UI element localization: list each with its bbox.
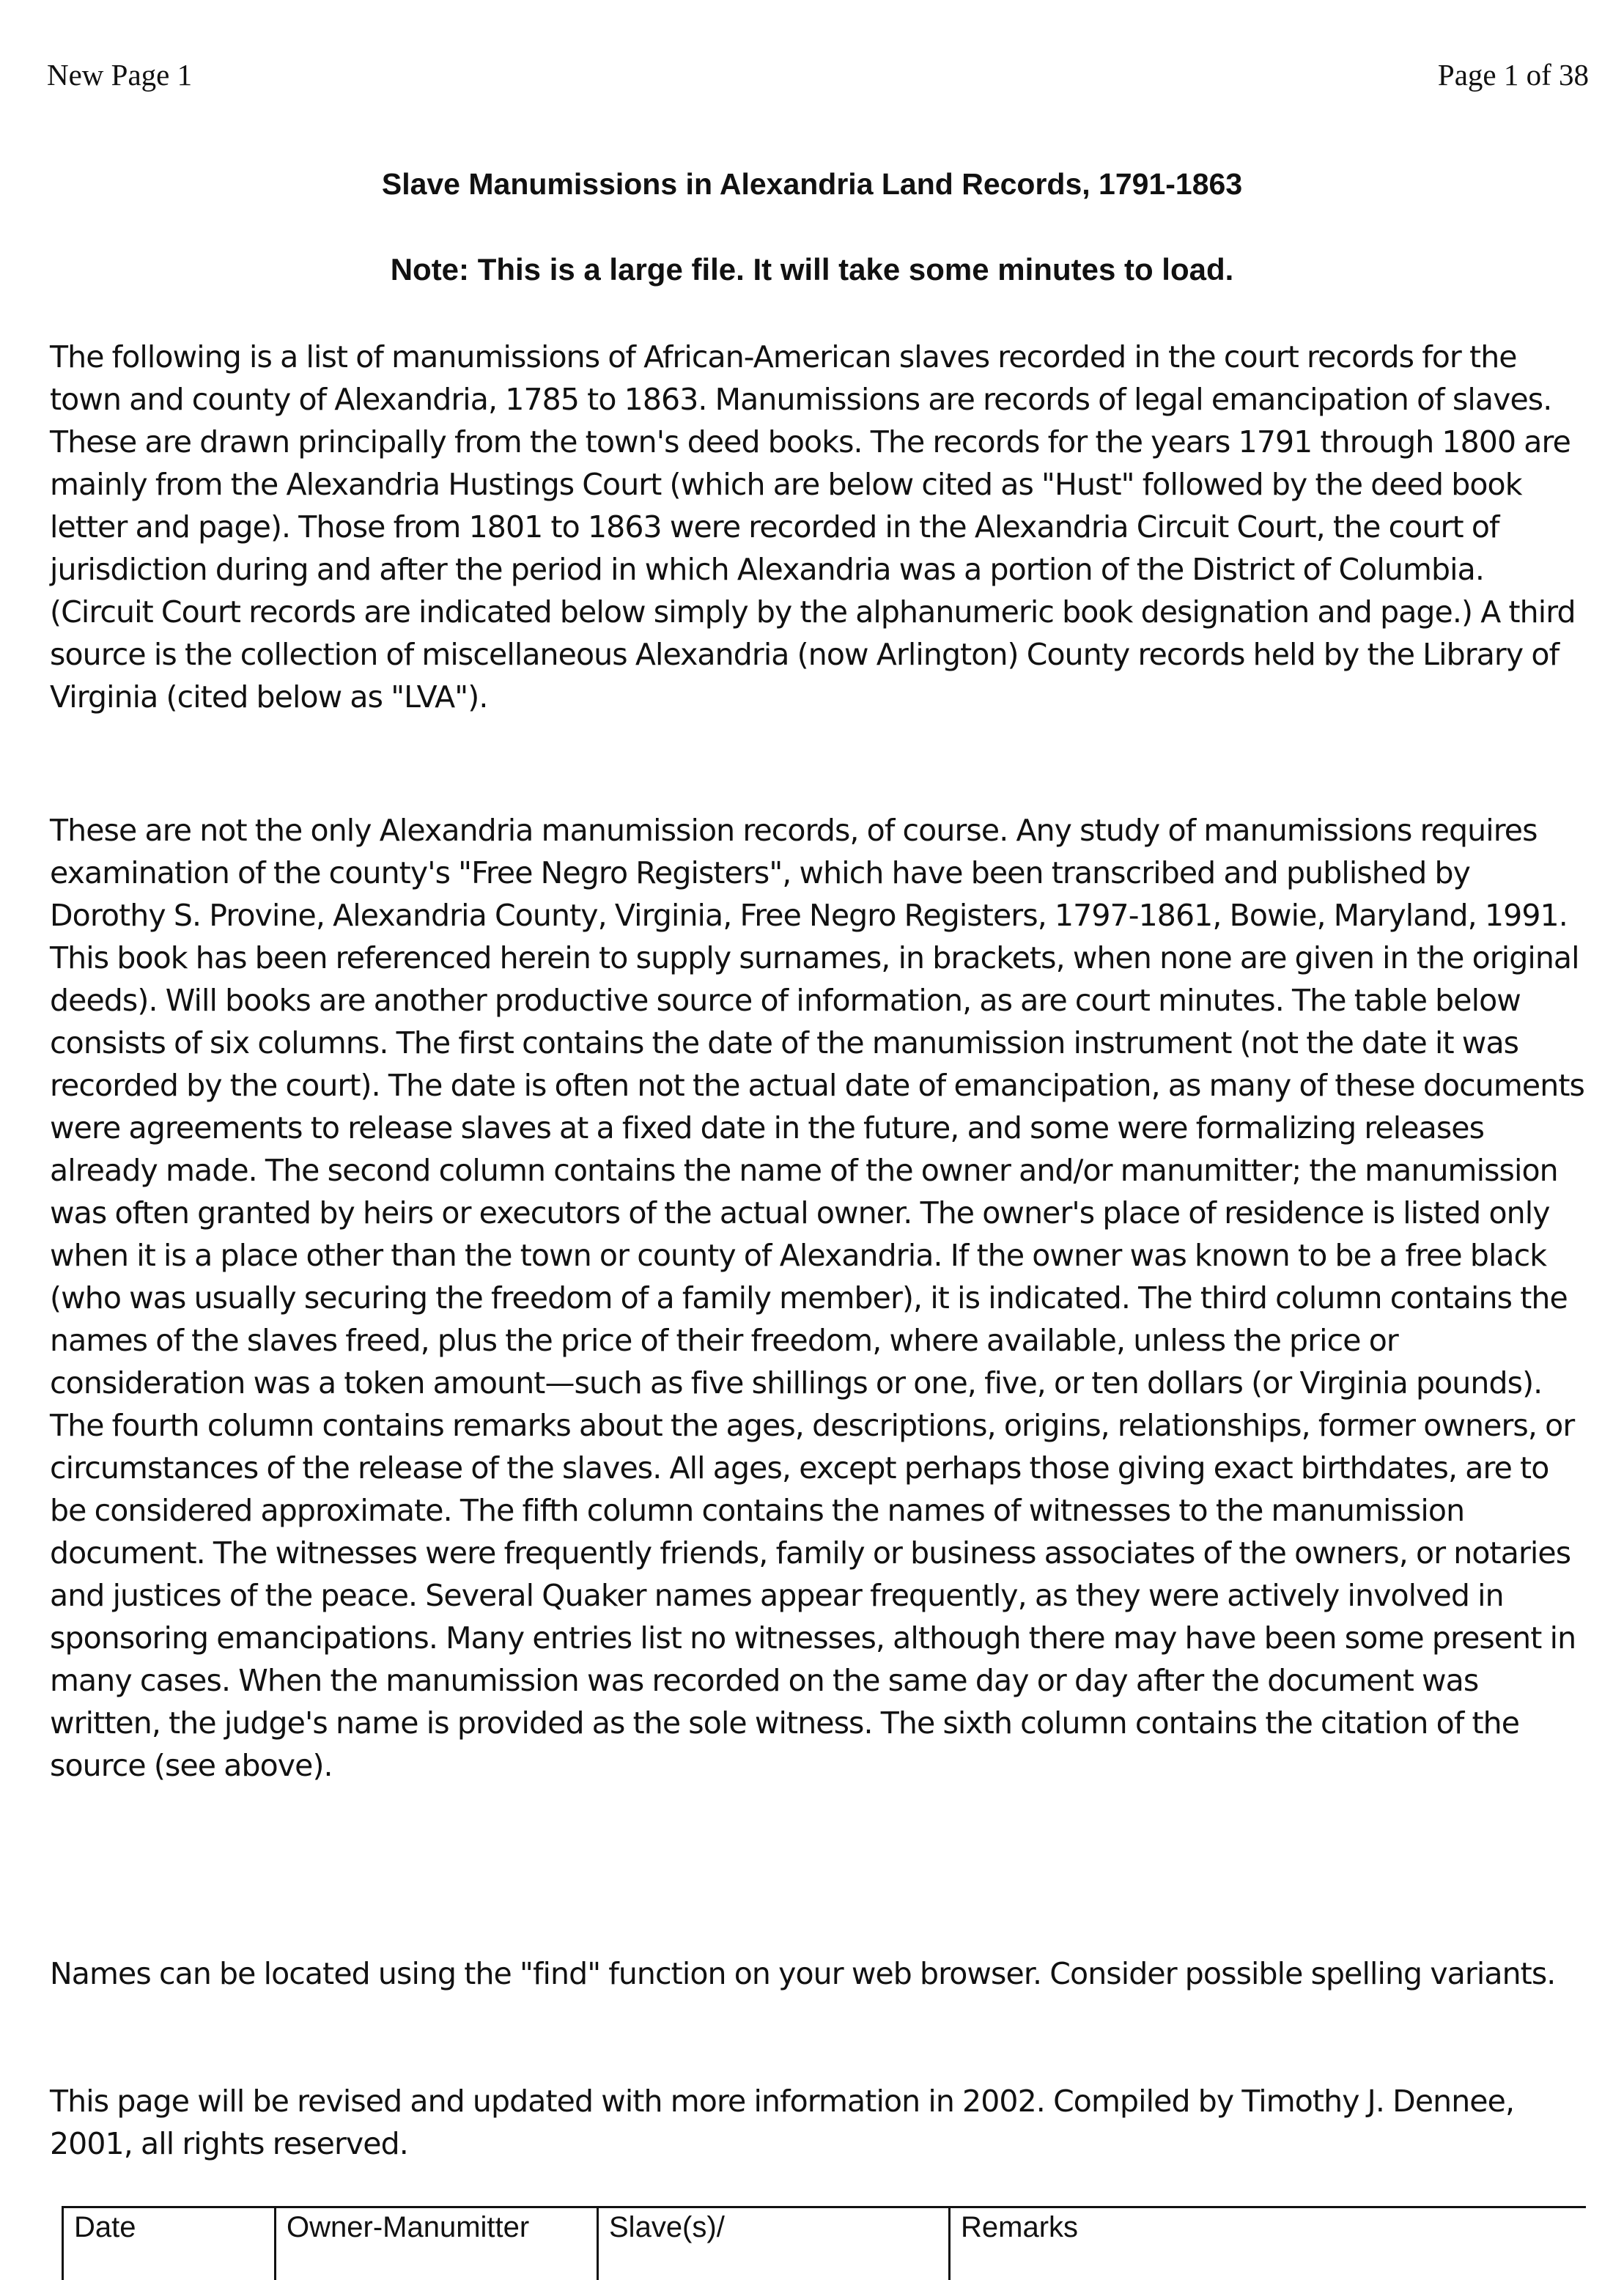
manumission-table-header [62,2206,1586,2280]
revision-note-paragraph: This page will be revised and updated with more information in 2002. Compiled by Timothy J. Dennee, 2001, all rights reserved. [50,2084,1515,2161]
page-title-tab: New Page 1 [47,58,193,92]
page-counter: Page 1 of 38 [1437,58,1589,92]
column-header-date: Date [62,2208,274,2280]
columns-description-paragraph: These are not the only Alexandria manumission records, of course. Any study of manumissions requires examination of the county's "Free Negro Registers", which have been transcribed and published by Dorothy S. Provine, Alexandria County, Virginia, Free Negro Registers, 1797-1861, Bowie, Maryland, 1991. This book has been referenced herein to supply surnames, in brackets, when none are given in the original deeds). Will books are another productive source of information, as are court minutes. The table below consists of six columns. The first contains the date of the manumission instrument (not the date it was recorded by the court). The date is often not the actual date of emancipation, as many of these documents were agreements to release slaves at a fixed date in the future, and some were formalizing releases already made. The second column contains the name of the owner and/or manumitter; the manumission was often granted by heirs or executors of the actual owner. The owner's place of residence is listed only when it is a place other than the town or county of Alexandria. If the owner was known to be a free black (who was usually securing the freedom of a family member), it is indicated. The third column contains the names of the slaves freed, plus the price of their freedom, where available, unless the price or consideration was a token amount—such as five shillings or one, five, or ten dollars (or Virginia pounds). The fourth column contains remarks about the ages, descriptions, origins, relationships, former owners, or circumstances of the release of the slaves. All ages, except perhaps those giving exact birthdates, are to be considered approximate. The fifth column contains the names of witnesses to the manumission document. The witnesses were frequently friends, family or business associates of the owners, or notaries and justices of the peace. Several Quaker names appear frequently, as they were actively involved in sponsoring emancipations. Many entries list no witnesses, although there may have been some present in many cases. When the manumission was recorded on the same day or day after the document was written, the judge's name is provided as the sole witness. The sixth column contains the citation of the source (see above). [50,813,1584,1783]
search-tip-paragraph: Names can be located using the "find" function on your web browser. Consider possible spelling variants. [50,1956,1556,1991]
intro-paragraph: The following is a list of manumissions of African-American slaves recorded in the court records for the town and county of Alexandria, 1785 to 1863. Manumissions are records of legal emancipation of slaves. These are drawn principally from the town's deed books. The records for the years 1791 through 1800 are mainly from the Alexandria Hustings Court (which are below cited as "Hust" followed by the deed book letter and page). Those from 1801 to 1863 were recorded in the Alexandria Circuit Court, the court of jurisdiction during and after the period in which Alexandria was a portion of the District of Columbia. (Circuit Court records are indicated below simply by the alphanumeric book designation and page.) A third source is the collection of miscellaneous Alexandria (now Arlington) County records held by the Library of Virginia (cited below as "LVA"). [50,339,1576,715]
document-title: Slave Manumissions in Alexandria Land Records, 1791-1863 [381,167,1243,201]
column-header-slaves: Slave(s)/ [597,2208,948,2280]
column-header-remarks: Remarks [948,2208,1586,2280]
column-header-owner-manumitter: Owner-Manumitter [274,2208,597,2280]
page-header [47,57,1589,101]
load-note: Note: This is a large file. It will take some minutes to load. [390,252,1234,287]
